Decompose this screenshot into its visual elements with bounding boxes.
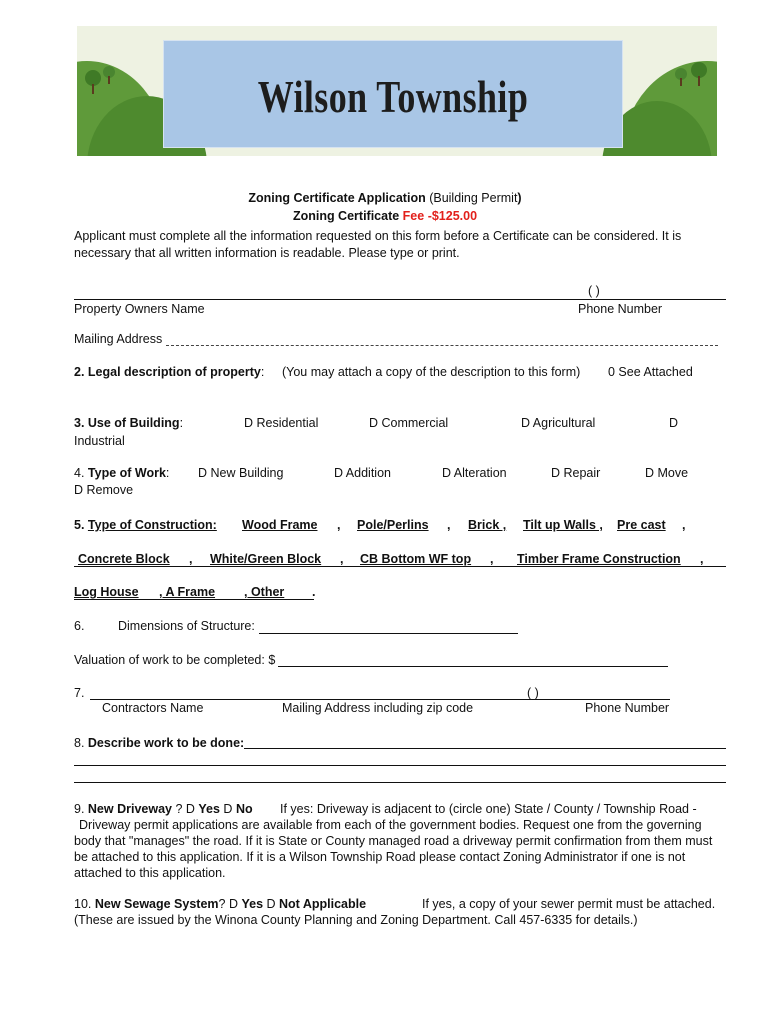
construction-comma: , [682,518,686,532]
use-agricultural-checkbox[interactable]: D Agricultural [521,416,596,430]
construction-comma: , [189,552,193,566]
work-alteration-checkbox[interactable]: D Alteration [442,466,507,480]
use-of-building-label [74,416,183,430]
driveway-number: 9. [74,802,88,816]
driveway-text-5: attached to this application. [74,866,226,880]
sewage-question [74,897,366,911]
type-of-work-text: Type of Work [87,466,166,480]
mailing-address-label: Mailing Address [74,332,163,346]
construction-label [74,518,217,532]
cb-bottom-text: CB Bottom WF top [360,552,472,566]
header-banner [77,26,717,156]
contractor-phone-paren: ( ) [527,686,539,700]
construction-cb-bottom[interactable] [360,552,471,566]
sewage-na-checkbox[interactable]: Not Applicable [279,897,367,911]
banner-title: Wilson Township [257,72,529,122]
construction-comma: , [700,552,704,566]
construction-underline [74,566,726,567]
valuation-label: Valuation of work to be completed: $ [74,653,276,667]
work-move-checkbox[interactable]: D Move [645,466,689,480]
dimensions-number: 6. [74,619,85,633]
contractor-name-label: Contractors Name [102,701,204,715]
fee-amount: Fee -$125.00 [399,209,478,223]
describe-number: 8. [74,736,88,750]
mailing-address-field[interactable] [166,345,718,346]
owner-phone-paren: ( ) [588,284,600,298]
construction-timber-frame[interactable] [517,552,681,566]
driveway-d: D [219,802,236,816]
work-new-building-checkbox[interactable]: D New Building [198,466,284,480]
dimensions-field[interactable] [259,633,518,634]
work-colon: : [165,466,170,480]
driveway-question [74,802,253,816]
construction-underline-2 [74,599,314,600]
describe-work-field-1[interactable] [244,748,726,749]
driveway-text-2: Driveway permit applications are available from each of the government bodies. Request one from the governing [79,818,702,832]
brick-text: Brick , [468,518,507,532]
describe-work-label [74,736,244,750]
construction-number: 5. [74,518,88,532]
timber-frame-text: Timber Frame Construction [517,552,681,566]
a-frame-text: , A Frame [159,585,216,599]
intro-line2: necessary that all written information is readable. Please type or print. [74,246,460,260]
banner-title-box [163,40,623,148]
contractor-phone-label: Phone Number [585,701,670,715]
work-number: 4. [74,466,88,480]
construction-comma: , [447,518,451,532]
driveway-no-checkbox[interactable]: No [235,802,253,816]
describe-work-field-2[interactable] [74,765,726,766]
dimensions-label: Dimensions of Structure: [118,619,255,633]
sewage-yes-checkbox[interactable]: Yes [241,897,264,911]
use-colon: : [179,416,184,430]
driveway-text-4: be attached to this application. If it is a Wilson Township Road please contact Zoning Administrator if one is not [74,850,686,864]
sewage-text-1: If yes, a copy of your sewer permit must be attached. [422,897,716,911]
wood-frame-text: Wood Frame [242,518,318,532]
construction-end: . [312,585,316,599]
construction-pre-cast[interactable] [617,518,666,532]
log-house-text: Log House [74,585,139,599]
construction-wood-frame[interactable] [242,518,317,532]
driveway-yes-checkbox[interactable]: Yes [198,802,220,816]
use-industrial-label: Industrial [74,434,125,448]
construction-comma: , [340,552,344,566]
construction-pole-perlins[interactable] [357,518,429,532]
form-title: Zoning Certificate Application [248,191,426,205]
concrete-block-text: Concrete Block [78,552,170,566]
other-text: , Other [244,585,285,599]
owner-phone-label: Phone Number [578,302,663,316]
construction-brick[interactable] [468,518,506,532]
work-remove-checkbox[interactable]: D Remove [74,483,134,497]
construction-log-house[interactable] [74,585,139,599]
sewage-text-2: (These are issued by the Winona County Planning and Zoning Department. Call 457-6335 for details.) [74,913,638,927]
pole-perlins-text: Pole/Perlins [357,518,429,532]
construction-comma: , [337,518,341,532]
valuation-field[interactable] [278,666,668,667]
legal-note: (You may attach a copy of the description to this form) [282,365,581,379]
construction-text: Type of Construction: [87,518,217,532]
construction-a-frame[interactable] [159,585,215,599]
contractor-mail-label: Mailing Address including zip code [282,701,474,715]
work-repair-checkbox[interactable]: D Repair [551,466,601,480]
fee-title: Zoning Certificate [292,209,400,223]
form-title-line1 [0,191,770,205]
sewage-number: 10. [74,897,95,911]
form-title-sub: (Building Permit [425,191,518,205]
construction-comma: , [490,552,494,566]
driveway-text-1: If yes: Driveway is adjacent to (circle one) State / County / Township Road - [280,802,697,816]
type-of-work-label [74,466,169,480]
contractor-number: 7. [74,686,85,700]
sewage-q: ? D [218,897,242,911]
form-title-paren: ) [517,191,522,205]
sewage-label: New Sewage System [94,897,219,911]
describe-text: Describe work to be done: [87,736,245,750]
construction-white-green-block[interactable] [210,552,321,566]
see-attached-checkbox[interactable]: 0 See Attached [608,365,693,379]
construction-tilt-up-walls[interactable] [523,518,603,532]
contractor-field[interactable] [90,699,670,700]
tilt-up-walls-text: Tilt up Walls , [523,518,603,532]
describe-work-field-3[interactable] [74,782,726,783]
use-residential-checkbox[interactable]: D Residential [244,416,319,430]
owner-name-field[interactable] [74,299,726,300]
pre-cast-text: Pre cast [617,518,666,532]
legal-description-label [74,365,264,379]
sewage-d: D [263,897,280,911]
construction-other[interactable] [244,585,284,599]
owner-name-label: Property Owners Name [74,302,205,316]
form-title-line2 [0,209,770,223]
driveway-label: New Driveway [87,802,172,816]
intro-line1: Applicant must complete all the information requested on this form before a Certificate can be considered. It is [74,229,682,243]
legal-description-text: 2. Legal description of property [74,365,261,379]
driveway-q: ? D [171,802,199,816]
white-green-block-text: White/Green Block [210,552,322,566]
use-of-building-text: 3. Use of Building [74,416,180,430]
legal-colon: : [260,365,265,379]
work-addition-checkbox[interactable]: D Addition [334,466,391,480]
use-industrial-checkbox[interactable]: D [669,416,679,430]
driveway-text-3: body that "manages" the road. If it is State or County managed road a driveway permit confirmation from them must [74,834,713,848]
construction-concrete-block[interactable] [78,552,170,566]
use-commercial-checkbox[interactable]: D Commercial [369,416,449,430]
